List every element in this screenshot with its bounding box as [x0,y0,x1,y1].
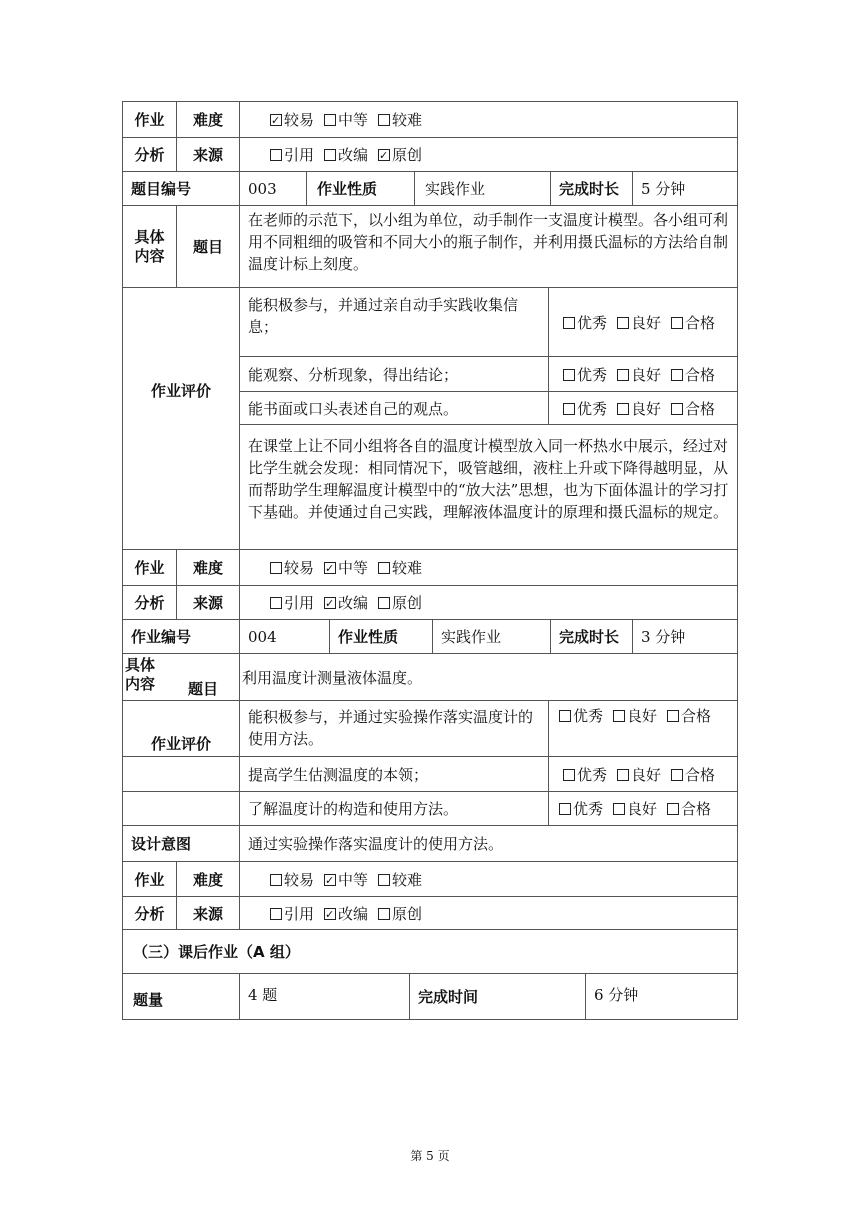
checkbox-icon[interactable] [378,114,390,126]
option-0[interactable] [268,869,314,891]
content-label-2: 具体 内容 [122,654,176,701]
grade-option-1[interactable] [611,798,657,820]
source-options-1 [239,138,738,172]
complete-time-value: 6 分钟 [585,974,738,1020]
option-label: 引用 [284,146,315,164]
option-label: 改编 [338,904,369,923]
option-0[interactable] [268,903,314,925]
intent-label-2: 设计意图 [122,826,239,862]
grade-option-1[interactable] [615,398,661,420]
checkbox-icon[interactable] [324,149,336,161]
time-value-1: 5 分钟 [632,172,738,206]
grade-label: 合格 [685,399,716,418]
label-fenxi-2: 分析 [122,586,176,620]
checkbox-icon[interactable] [563,769,575,781]
difficulty-label-2: 难度 [176,550,239,586]
topic-text-2: 利用温度计测量液体温度。 [239,654,738,701]
checked-box-icon[interactable] [378,149,390,161]
option-label: 引用 [284,904,315,923]
option-2[interactable] [376,869,422,891]
option-2[interactable] [376,144,422,166]
option-2[interactable] [376,557,422,579]
option-0[interactable] [268,557,314,579]
source-options-2 [239,586,738,620]
grade-option-0[interactable] [561,364,607,386]
grade-option-2[interactable] [665,707,711,725]
grade-option-1[interactable] [615,312,661,334]
grade-options-1-2 [548,357,738,392]
checked-box-icon[interactable] [324,597,336,609]
label-zuoye-2: 作业 [122,550,176,586]
checkbox-icon[interactable] [378,562,390,574]
option-1[interactable] [322,144,368,166]
checkbox-icon[interactable] [378,597,390,609]
checkbox-icon[interactable] [617,403,629,415]
checkbox-icon[interactable] [270,908,282,920]
option-label: 中等 [338,870,369,889]
difficulty-options-2 [239,550,738,586]
nature-label-1: 作业性质 [306,172,414,206]
option-1[interactable] [322,903,368,925]
topic-label-2: 题目 [188,680,219,698]
option-2[interactable] [376,592,422,614]
intent-text-2: 通过实验操作落实温度计的使用方法。 [239,826,738,862]
grade-option-2[interactable] [669,398,715,420]
checkbox-icon[interactable] [563,369,575,381]
source-label-3: 来源 [176,897,239,930]
grade-option-0[interactable] [561,764,607,786]
option-label: 原创 [392,146,423,164]
option-label: 较易 [284,111,315,129]
grade-label: 良好 [631,313,662,332]
eval-item-2-3: 了解温度计的构造和使用方法。 [239,792,548,826]
grade-label: 合格 [681,800,712,818]
checked-box-icon[interactable] [324,908,336,920]
checkbox-icon[interactable] [617,769,629,781]
checkbox-icon[interactable] [563,403,575,415]
checkbox-icon[interactable] [617,317,629,329]
grade-label: 优秀 [577,313,608,332]
grade-label: 合格 [685,765,716,784]
eval-item-2-1: 能积极参与，并通过实验操作落实温度计的使用方法。 [239,701,548,757]
option-1[interactable] [322,557,368,579]
number-label-1: 题目编号 [122,172,239,206]
grade-label: 优秀 [573,707,604,725]
grade-option-0[interactable] [557,707,603,725]
option-label: 较易 [284,870,315,889]
grade-option-0[interactable] [561,398,607,420]
checkbox-icon[interactable] [667,803,679,815]
difficulty-label-3: 难度 [176,862,239,897]
grade-label: 优秀 [573,800,604,818]
eval-item-1-2: 能观察、分析现象，得出结论； [239,357,548,392]
option-label: 中等 [338,559,369,577]
number-value-1: 003 [239,172,306,206]
grade-options-2-3 [548,792,738,826]
source-options-3 [239,897,738,930]
topic-text-1: 在老师的示范下，以小组为单位，动手制作一支温度计模型。各小组可利用不同粗细的吸管和不同大小的瓶子制作，并利用摄氏温标的方法给自制温度计标上刻度。 [239,206,738,288]
checkbox-icon[interactable] [270,562,282,574]
option-label: 改编 [338,146,369,164]
checked-box-icon[interactable] [270,114,282,126]
option-label: 改编 [338,594,369,612]
grade-option-2[interactable] [669,312,715,334]
time-label-2: 完成时长 [550,620,632,654]
option-label: 原创 [392,904,423,923]
grade-label: 优秀 [577,365,608,384]
option-2[interactable] [376,903,422,925]
checkbox-icon[interactable] [378,874,390,886]
grade-label: 良好 [631,399,662,418]
checkbox-icon[interactable] [559,710,571,722]
option-0[interactable] [268,592,314,614]
intent-text-1: 在课堂上让不同小组将各自的温度计模型放入同一杯热水中展示，经过对比学生就会发现：相同情况下，吸管越细，液柱上升或下降得越明显，从而帮助学生理解温度计模型中的“放大法”思想，也为下面体温计的学习打下基础。并使通过自己实践，理解液体温度计的原理和摄氏温标的规定。 [239,425,738,550]
option-label: 引用 [284,594,315,612]
option-1[interactable] [322,869,368,891]
checkbox-icon[interactable] [613,710,625,722]
grade-label: 合格 [681,707,712,725]
checkbox-icon[interactable] [667,710,679,722]
label-fenxi-1: 分析 [122,138,176,172]
difficulty-options-1 [239,102,738,138]
difficulty-label-1: 难度 [176,102,239,138]
difficulty-options-3 [239,862,738,897]
grade-option-2[interactable] [665,798,711,820]
eval-item-1-1: 能积极参与，并通过亲自动手实践收集信息； [239,288,548,357]
quantity-label: 题量 [122,974,239,1020]
nature-label-2: 作业性质 [329,620,432,654]
checkbox-icon[interactable] [671,317,683,329]
option-label: 较难 [392,870,423,889]
option-label: 原创 [392,594,423,612]
checked-box-icon[interactable] [324,562,336,574]
eval-item-1-3: 能书面或口头表述自己的观点。 [239,392,548,425]
grade-option-1[interactable] [615,364,661,386]
grade-label: 合格 [685,313,716,332]
grade-options-2-1 [548,701,738,757]
grade-option-2[interactable] [669,364,715,386]
grade-option-1[interactable] [611,707,657,725]
checkbox-icon[interactable] [563,317,575,329]
option-1[interactable] [322,109,368,131]
after-class-heading: （三）课后作业（A 组） [122,930,738,974]
checkbox-icon[interactable] [378,908,390,920]
checkbox-icon[interactable] [324,114,336,126]
grade-option-0[interactable] [557,798,603,820]
label-fenxi-3: 分析 [122,897,176,930]
checkbox-icon[interactable] [270,874,282,886]
label-zuoye-1: 作业 [122,102,176,138]
option-0[interactable] [268,144,314,166]
grade-options-2-2 [548,757,738,792]
time-label-1: 完成时长 [550,172,632,206]
source-label-1: 来源 [176,138,239,172]
checkbox-icon[interactable] [671,769,683,781]
eval-label-2: 作业评价 [122,701,239,757]
time-value-2: 3 分钟 [632,620,738,654]
eval-label-1: 作业评价 [122,288,239,494]
grade-label: 良好 [631,765,662,784]
checkbox-icon[interactable] [671,403,683,415]
grade-option-0[interactable] [561,312,607,334]
option-2[interactable] [376,109,422,131]
grade-label: 优秀 [577,765,608,784]
checkbox-icon[interactable] [270,149,282,161]
option-label: 较易 [284,559,315,577]
label-zuoye-3: 作业 [122,862,176,897]
page-number: 第 5 页 [410,1149,450,1163]
option-label: 较难 [392,111,423,129]
option-label: 中等 [338,111,369,129]
checkbox-icon[interactable] [270,597,282,609]
grade-label: 优秀 [577,399,608,418]
number-label-2: 作业编号 [122,620,239,654]
checked-box-icon[interactable] [324,874,336,886]
content-label-1: 具体 内容 [122,206,176,288]
grade-label: 合格 [685,365,716,384]
grade-options-1-3 [548,392,738,425]
number-value-2: 004 [239,620,329,654]
grade-option-1[interactable] [615,764,661,786]
checkbox-icon[interactable] [671,369,683,381]
grade-label: 良好 [631,365,662,384]
source-label-2: 来源 [176,586,239,620]
grade-label: 良好 [627,800,658,818]
topic-label-1: 题目 [176,206,239,288]
option-1[interactable] [322,592,368,614]
nature-value-1: 实践作业 [414,172,550,206]
checkbox-icon[interactable] [617,369,629,381]
option-label: 较难 [392,559,423,577]
complete-time-label: 完成时间 [409,974,585,1020]
eval-item-2-2: 提高学生估测温度的本领； [239,757,548,792]
quantity-value: 4 题 [239,974,409,1020]
checkbox-icon[interactable] [613,803,625,815]
nature-value-2: 实践作业 [432,620,550,654]
grade-option-2[interactable] [669,764,715,786]
option-0[interactable] [268,109,314,131]
grade-label: 良好 [627,707,658,725]
checkbox-icon[interactable] [559,803,571,815]
grade-options-1-1 [548,288,738,357]
